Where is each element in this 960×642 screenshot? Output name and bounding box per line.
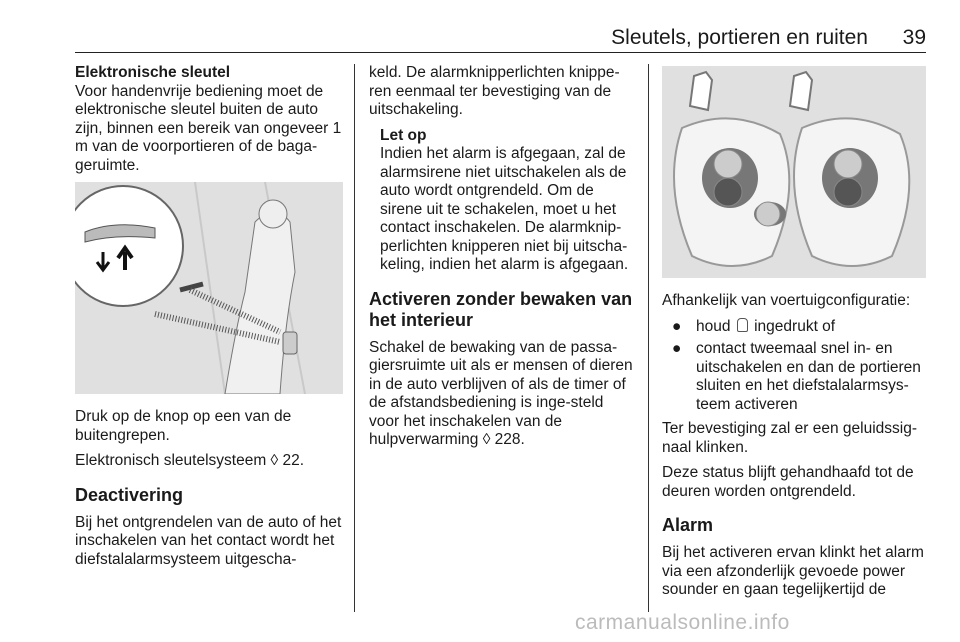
bullet-dot: ● (672, 340, 682, 357)
paragraph: Voor handenvrije bediening moet de elektronische sleutel buiten de auto zijn, binnen een bereik van ongeveer 1 m van de voorportieren of de baga-geruimte. (75, 82, 342, 174)
paragraph: keld. De alarmknipperlichten knippe-ren eenmaal ter bevestiging van de uitschakeling. (369, 64, 620, 118)
paragraph: Deze status blijft gehandhaafd tot de deuren worden ontgrendeld. (662, 464, 914, 500)
list-item-text: ingedrukt of (754, 317, 836, 335)
paragraph: Ter bevestiging zal er een geluidssig-naal klinken. (662, 420, 918, 456)
column-middle (369, 64, 634, 457)
cross-reference[interactable]: Elektronisch sleutelsysteem ◊ 22. (75, 452, 305, 469)
key-fobs-illustration (662, 66, 926, 278)
list-item (662, 340, 928, 414)
list-item-text: houd (696, 317, 731, 335)
section-heading-deactivering: Deactivering (75, 484, 184, 505)
column-left (75, 64, 343, 576)
paragraph: Druk op de knop op een van de buitengrepen. (75, 408, 292, 444)
list-item-text: contact tweemaal snel in- en uitschakelen en dan de portieren sluiten en het diefstalalarmsys-teem activeren (696, 340, 921, 413)
page-title: Sleutels, portieren en ruiten (611, 26, 868, 49)
lock-button-icon (737, 318, 748, 332)
column-divider (648, 64, 649, 612)
bullet-dot: ● (672, 317, 682, 335)
page-header (75, 22, 926, 53)
door-handle-illustration (75, 182, 343, 394)
page-number: 39 (902, 26, 926, 49)
note-box (369, 127, 634, 275)
note-label: Let op (380, 126, 427, 144)
paragraph: Bij het ontgrendelen van de auto of het inschakelen van het contact wordt het diefstalalarmsysteem uitgescha- (75, 513, 342, 568)
section-heading-alarm: Alarm (662, 515, 714, 535)
column-right (662, 64, 928, 607)
note-text: Indien het alarm is afgegaan, zal de alarmsirene niet uitschakelen als de auto wordt ontgrendeld. Om de sirene uit te schakelen, moet u het contact inschakelen. De alarmknip-perlichten knipperen niet bij uitscha-keling, indien het alarm is afgegaan. (380, 145, 629, 273)
section-heading-electronic-key: Elektronische sleutel (75, 64, 231, 81)
list-item (662, 318, 928, 337)
watermark: carmanualsonline.info (575, 611, 790, 634)
column-divider (354, 64, 355, 612)
paragraph: Bij het activeren ervan klinkt het alarm via een afzonderlijk gevoede power sounder en gaan tegelijkertijd de (662, 544, 924, 598)
paragraph: Afhankelijk van voertuigconfiguratie: (662, 292, 911, 309)
bullet-list (662, 318, 928, 415)
paragraph: Schakel de bewaking van de passa-giersruimte uit als er mensen of dieren in de auto verblijven of als de timer of de afstandsbediening is inge-steld voor het inschakelen van de hulpverwarming ◊ 228. (369, 338, 633, 448)
section-heading-activeren: Activeren zonder bewaken van het interieur (369, 288, 633, 330)
